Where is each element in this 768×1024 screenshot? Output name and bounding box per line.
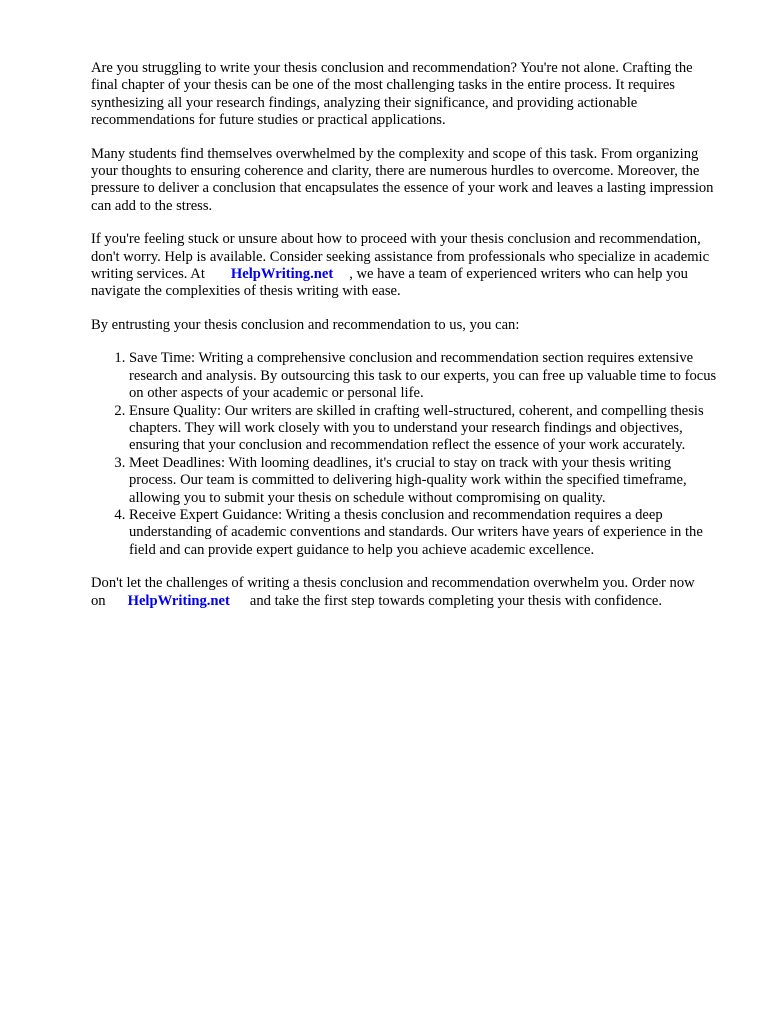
helpwriting-order-link[interactable]: HelpWriting.net bbox=[127, 592, 230, 609]
help-paragraph bbox=[91, 231, 721, 301]
help-paragraph-text-after: , we have a team of experienced writers who can help you navigate the complexities of thesis writing with ease. bbox=[91, 266, 688, 300]
list-item: 3. Meet Deadlines: With looming deadlines, it's crucial to stay on track with your thesis writing process. Our team is committed to delivering high-quality work within the specified timeframe, allowing you to submit your thesis on schedule without compromising on quality. bbox=[129, 455, 721, 507]
entrust-paragraph: By entrusting your thesis conclusion and recommendation to us, you can: bbox=[91, 316, 520, 333]
closing-paragraph-text-after: and take the first step towards completing your thesis with confidence. bbox=[249, 592, 663, 609]
list-item: 1. Save Time: Writing a comprehensive conclusion and recommendation section requires extensive research and analysis. By outsourcing this task to our experts, you can free up valuable time to focus on other aspects of your academic or personal life. bbox=[129, 350, 721, 402]
closing-paragraph-text-before: Don't let the challenges of writing a thesis conclusion and recommendation overwhelm you. Order now on bbox=[91, 575, 695, 609]
overwhelm-paragraph: Many students find themselves overwhelmed by the complexity and scope of this task. From organizing your thoughts to ensuring coherence and clarity, there are numerous hurdles to overcome. Moreover, the pressure to deliver a conclusion that encapsulates the essence of your work and leaves a lasting impression can add to the stress. bbox=[91, 145, 714, 214]
intro-paragraph: Are you struggling to write your thesis conclusion and recommendation? You're not alone. Crafting the final chapter of your thesis can be one of the most challenging tasks in the entire process. It requires synthesizing all your research findings, analyzing their significance, and providing actionable recommendations for future studies or practical applications. bbox=[91, 60, 693, 129]
document-page bbox=[91, 60, 721, 626]
benefits-list bbox=[91, 350, 721, 559]
helpwriting-link[interactable]: HelpWriting.net bbox=[230, 266, 334, 283]
list-item: 4. Receive Expert Guidance: Writing a thesis conclusion and recommendation requires a deep understanding of academic conventions and standards. Our writers have years of experience in the field and can provide expert guidance to help you achieve academic excellence. bbox=[129, 507, 721, 559]
list-item: 2. Ensure Quality: Our writers are skilled in crafting well-structured, coherent, and compelling thesis chapters. They will work closely with you to understand your research findings and objectives, ensuring that your conclusion and recommendation reflect the essence of your work accurately. bbox=[129, 403, 721, 455]
closing-paragraph bbox=[91, 575, 721, 610]
help-paragraph-text-before: If you're feeling stuck or unsure about how to proceed with your thesis conclusion and recommendation, don't worry. Help is available. Consider seeking assistance from professionals who specialize in academic writing services. At bbox=[91, 231, 710, 283]
